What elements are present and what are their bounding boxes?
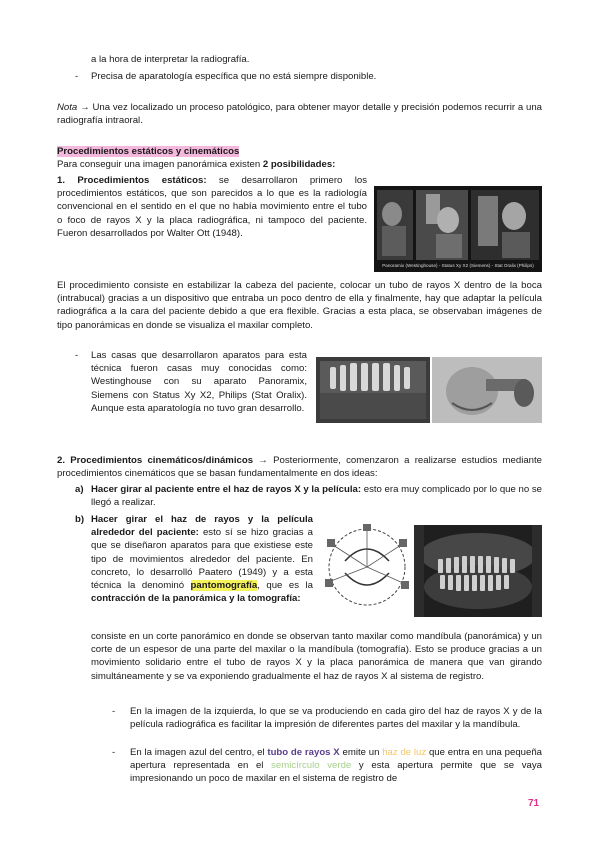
manufacturers-bullet: Las casas que desarrollaron aparatos para esta técnica fueron casas muy conocidas como: Westinghouse con su aparato Panoramix, Siemens con Status Xy X2, Philips (Stat Oralix). Aunque esta aparatología no tuvo gran desarrollo. [91,350,307,414]
sub-bullet-1: En la imagen de la izquierda, lo que se va produciendo en cada giro del haz de rayos X y de la película radiográfica es facilitar la impresión de diferentes partes del maxilar y la mandíbula. [130,706,542,731]
cinematicos-title: 2. Procedimientos cinemáticos/dinámicos [57,455,254,466]
item-b-rest: esto sí se hizo gracias a que se diseñaron aparatos para que existiese este tipo de movimientos alrededor del paciente. En concreto, lo desarrolló Paatero (1949) y a esta técnica la denominó [91,527,313,592]
item-a-bold: Hacer girar al paciente entre el haz de rayos X y la película: [91,484,362,495]
item-b-label: b) [75,514,85,525]
semicircle-term: semicírculo verde [271,760,352,772]
sub-bullet-2 [130,746,542,786]
section-intro [57,158,542,171]
rotation-diagram [323,523,411,611]
item-b-continuation: consiste en un corte panorámico en donde se observan tanto maxilar como mandíbula (panorámica) y un corte de un espesor de una parte del maxilar o la mandíbula (tomografía). Esto se produce gracias a un movimiento solidario entre el tubo de rayos X y la placa panorámica de manera que van girando simultáneamente y se va exponiendo gradualmente el haz de rayos X al sistema de registro. [91,631,542,682]
estaticos-paragraph [57,174,367,240]
estaticos-text: se desarrollaron primero los procedimientos estáticos, que son parecidos a lo que es la radiología convencional en el sentido en el que no había movimiento entre el tubo o foco de rayos X y la placa radiográfica, ni tampoco del paciente. Fueron desarrollados por Walter Ott (1948). [57,175,368,239]
item-a-text [91,483,542,509]
nota-label: Nota → [57,102,90,113]
item-b-bold2: contracción de la panorámica y la tomografía: [91,593,301,605]
item-a-label: a) [75,484,84,495]
sub2-text-c: que entra en una pequeña apertura representada en el [130,747,543,772]
estaticos-title: 1. Procedimientos estáticos: [57,175,207,186]
pantomografia-term: pantomografía [190,580,258,592]
page-number: 71 [528,798,540,809]
section-intro-text: Para conseguir una imagen panorámica existen [57,159,263,170]
item-b-text [91,513,313,605]
intro-continuation: a la hora de interpretar la radiografía. [91,54,250,65]
intro-bullet: Precisa de aparatología específica que no está siempre disponible. [91,71,377,82]
tube-term: tubo de rayos X [267,747,340,758]
nota-text: Una vez localizado un proceso patológico, para obtener mayor detalle y precisión podemos recurrir a una radiografía intraoral. [57,102,542,127]
bullet-dash: - [75,350,79,361]
historical-equipment-photo [374,186,542,272]
bullet-dash: - [75,71,79,82]
sub2-text-d: y esta apertura permite que se vaya impresionando un poco de maxilar en el sistema de registro de [130,760,542,785]
bullet-dash: - [112,706,116,717]
cinematicos-paragraph [57,454,542,480]
section-heading-text: Procedimientos estáticos y cinemáticos [57,146,240,157]
sub2-text-b: emite un [339,747,383,758]
intraoral-device-illustration [432,357,542,423]
section-heading [57,145,239,158]
item-a-rest: esto era muy complicado por lo que no se llegó a realizar. [91,484,542,509]
photo-caption: Panoramix (Westinghouse) - Status Xy X2 (Siemens) - Stat Oralix (Philips) [382,263,534,268]
panoramic-xray-image [316,357,430,423]
nota-paragraph [57,101,542,127]
item-b-rest2: , que es la [257,580,313,592]
section-intro-bold: 2 posibilidades: [262,159,336,170]
beam-term: haz de luz [382,747,427,758]
estaticos-procedure: El procedimiento consiste en estabilizar la cabeza del paciente, colocar un tubo de rayos X dentro de la boca (intrabucal) gracias a un dispositivo que entraba un poco dentro de ella y finalmente, hay que adaptar la película radiográfica a la cara del paciente debido a que era flexible. Gracias a esta placa, se observaban imágenes de tipo panorámicas en donde se visualiza el maxilar completo. [57,280,542,331]
bullet-dash: - [112,747,116,758]
panoramic-radiograph [414,525,542,617]
cinematicos-text: → Posteriormente, comenzaron a realizarse estudios mediante procedimientos cinemáticos que se basan fundamentalmente en dos ideas: [57,455,543,480]
sub2-text-a: En la imagen azul del centro, el [130,747,268,758]
item-b-bold: Hacer girar el haz de rayos y la película alrededor del paciente: [91,514,313,539]
